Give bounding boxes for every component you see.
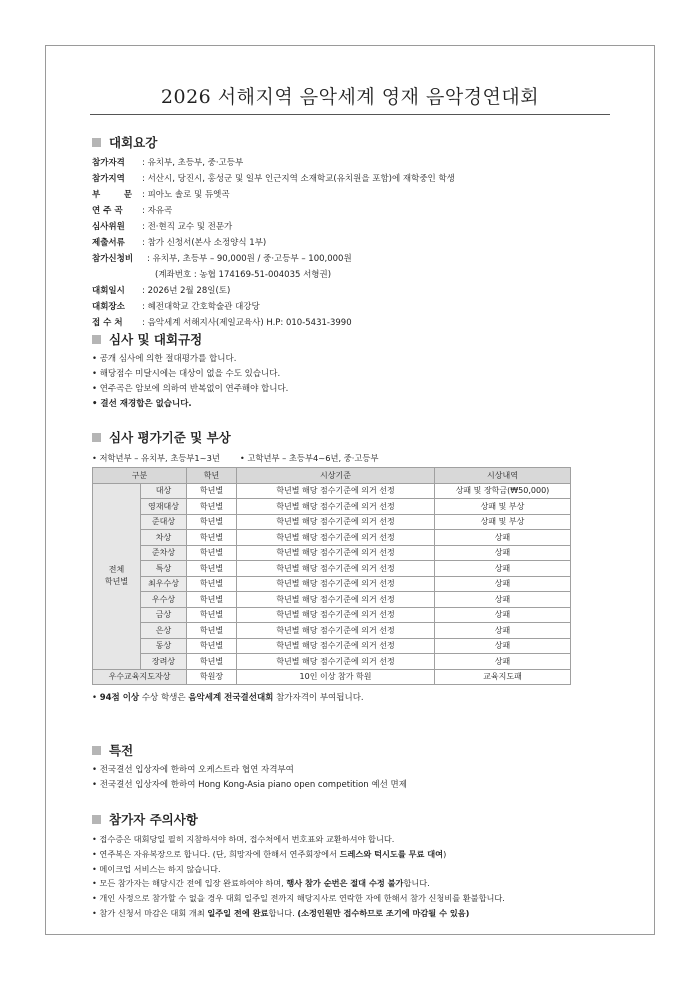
overview-row: 참가지역 : 서산시, 당진시, 홍성군 및 일부 인근지역 소재학교(유치원을 포함)에 재학중인 학생 (92, 174, 455, 184)
overview-section (92, 133, 612, 331)
table-row: 영재대상 학년별 학년별 해당 점수기준에 의거 선정 상패 및 부상 (93, 499, 571, 515)
table-row: 우수상 학년별 학년별 해당 점수기준에 의거 선정 상패 (93, 592, 571, 608)
list-item: • 참가 신청서 마감은 대회 개최 일주일 전에 완료합니다. (소정인원만 접수하므로 조기에 마감될 수 있음) (92, 907, 470, 918)
notices-heading: 참가자 주의사항 (109, 812, 198, 827)
table-header-row (93, 468, 571, 484)
list-item: • 전국결선 입상자에 한하여 오케스트라 협연 자격부여 (92, 765, 294, 775)
table-row: 은상 학년별 학년별 해당 점수기준에 의거 선정 상패 (93, 623, 571, 639)
header-prize: 시상내역 (435, 468, 571, 484)
list-item: • 연주복은 자유복장으로 합니다. (단, 희망자에 한해서 연주회장에서 드레스와 턱시도를 무료 대여) (92, 848, 447, 859)
benefits-list (92, 763, 612, 793)
header-grade: 학년 (187, 468, 237, 484)
table-row: 특상 학년별 학년별 해당 점수기준에 의거 선정 상패 (93, 561, 571, 577)
list-item: • 모든 참가자는 해당시간 전에 입장 완료하여야 하며, 행사 참가 순번은 절대 수정 불가합니다. (92, 878, 430, 889)
table-row: 준대상 학년별 학년별 해당 점수기준에 의거 선정 상패 및 부상 (93, 514, 571, 530)
page-title: 2026 서해지역 음악세계 영재 음악경연대회 (160, 86, 540, 108)
overview-heading: 대회요강 (109, 135, 158, 150)
qualification-note: • 94점 이상 수상 학생은 음악세계 전국결선대회 참가자격이 부여됩니다. (92, 693, 364, 703)
list-item: • 개인 사정으로 참가할 수 없을 경우 대회 일주일 전까지 해당지사로 연락한 자에 한해서 참가 신청비를 환불합니다. (92, 893, 505, 904)
table-footer-row: 우수교육지도자상 학원장 10인 이상 참가 학원 교육지도패 (93, 669, 571, 685)
list-item: • 연주곡은 암보에 의하여 반복없이 연주해야 합니다. (92, 384, 289, 394)
overview-row: 부 문 : 피아노 솔로 및 듀엣곡 (92, 190, 230, 200)
list-item: • 메이크업 서비스는 하지 않습니다. (92, 863, 221, 874)
category-high: • 고학년부 – 초등부4~6년, 중·고등부 (239, 453, 379, 463)
notices-section (92, 810, 612, 921)
award-table (92, 467, 571, 685)
table-row: 차상 학년별 학년별 해당 점수기준에 의거 선정 상패 (93, 530, 571, 546)
header-criteria: 시상기준 (237, 468, 435, 484)
square-bullet-icon (92, 746, 101, 755)
overview-row: 참가자격 : 유치부, 초등부, 중·고등부 (92, 158, 244, 168)
square-bullet-icon (92, 433, 101, 442)
benefits-heading: 특전 (109, 743, 134, 758)
category-low: • 저학년부 – 유치부, 초등부1~3년 (92, 453, 220, 463)
table-row: 준차상 학년별 학년별 해당 점수기준에 의거 선정 상패 (93, 545, 571, 561)
list-item: • 결선 재경합은 없습니다. (92, 399, 192, 409)
overview-row: 제출서류 : 참가 신청서(본사 소정양식 1부) (92, 238, 267, 248)
table-row: 장려상 학년별 학년별 해당 점수기준에 의거 선정 상패 (93, 654, 571, 670)
notices-list (92, 832, 612, 921)
square-bullet-icon (92, 138, 101, 147)
header-category: 구분 (93, 468, 187, 484)
evaluation-section (92, 428, 612, 703)
table-row: 최우수상 학년별 학년별 해당 점수기준에 의거 선정 상패 (93, 576, 571, 592)
group-label-cell: 전체 학년별 (93, 483, 141, 669)
evaluation-heading: 심사 평가기준 및 부상 (109, 430, 231, 445)
overview-row: 연 주 곡 : 자유곡 (92, 206, 173, 216)
overview-row: 심사위원 : 전·현직 교수 및 전문가 (92, 222, 233, 232)
rules-section (92, 330, 612, 412)
table-row: 전체 학년별 대상 학년별 학년별 해당 점수기준에 의거 선정 상패 및 장학금(₩50,000) (93, 483, 571, 499)
square-bullet-icon (92, 335, 101, 344)
category-line (92, 452, 612, 464)
rules-heading: 심사 및 대회규정 (109, 332, 203, 347)
rules-list (92, 352, 612, 412)
overview-row: 대회일시 : 2026년 2월 28일(토) (92, 286, 231, 296)
list-item: • 공개 심사에 의한 절대평가를 합니다. (92, 354, 237, 364)
list-item: • 접수증은 대회당일 필히 지참하셔야 하며, 접수처에서 번호표와 교환하셔야 합니다. (92, 834, 395, 844)
list-item: • 전국결선 입상자에 한하여 Hong Kong-Asia piano open competition 예선 면제 (92, 780, 407, 790)
overview-list (92, 155, 612, 331)
benefits-section (92, 741, 612, 793)
square-bullet-icon (92, 815, 101, 824)
table-row: 동상 학년별 학년별 해당 점수기준에 의거 선정 상패 (93, 638, 571, 654)
overview-row: 대회장소 : 혜전대학교 간호학술관 대강당 (92, 302, 260, 312)
list-item: • 해당점수 미달시에는 대상이 없을 수도 있습니다. (92, 369, 281, 379)
overview-row: (계좌번호 : 농협 174169-51-004035 서형권) (155, 270, 332, 280)
overview-row: 접 수 처 : 음악세계 서해지사(제일교육사) H.P: 010-5431-3990 (92, 318, 352, 328)
title-divider (90, 114, 610, 115)
table-row: 금상 학년별 학년별 해당 점수기준에 의거 선정 상패 (93, 607, 571, 623)
overview-row: 참가신청비 : 유치부, 초등부 – 90,000원 / 중·고등부 – 100,000원 (92, 254, 352, 264)
